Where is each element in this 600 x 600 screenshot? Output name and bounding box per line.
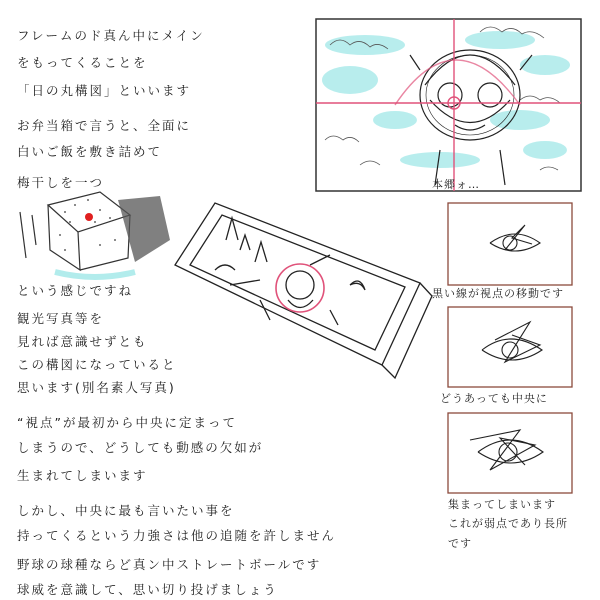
text-line-12: “視点”が最初から中央に定まって (17, 415, 237, 430)
eye-caption-3: 集まってしまいます (448, 498, 556, 511)
text-line-13: しまうので、どうしても動感の欠如が (17, 440, 264, 455)
text-line-17: 野球の球種ならど真ン中ストレートボールです (17, 557, 322, 572)
text-line-16: 持ってくるという力強さは他の追随を許しません (17, 528, 337, 543)
eye-caption-5: です (448, 537, 472, 550)
eye-caption-1: 黒い線が視点の移動です (432, 287, 564, 300)
text-line-9: 見れば意識せずとも (17, 334, 148, 349)
text-line-6: 梅干しを一つ (17, 175, 105, 190)
eye-caption-4: これが弱点であり長所 (448, 517, 568, 530)
text-line-4: お弁当箱で言うと、全面に (17, 118, 192, 133)
text-line-1: フレームのド真ん中にメイン (17, 28, 205, 43)
illustration-caption: 本郷ォ… (432, 178, 480, 191)
text-line-3: 「日の丸構図」といいます (17, 83, 192, 98)
eye-caption-2: どうあっても中央に (440, 392, 548, 405)
text-line-18: 球威を意識して、思い切り投げましょう (17, 582, 278, 597)
text-line-5: 白いご飯を敷き詰めて (17, 144, 163, 159)
text-line-15: しかし、中央に最も言いたい事を (17, 503, 235, 518)
text-line-10: この構図になっていると (17, 357, 177, 372)
text-line-7: という感じですね (17, 283, 134, 298)
text-line-2: をもってくることを (17, 55, 148, 70)
text-line-11: 思います(別名素人写真) (17, 380, 176, 395)
text-line-14: 生まれてしまいます (17, 468, 148, 483)
text-line-8: 観光写真等を (17, 311, 105, 326)
